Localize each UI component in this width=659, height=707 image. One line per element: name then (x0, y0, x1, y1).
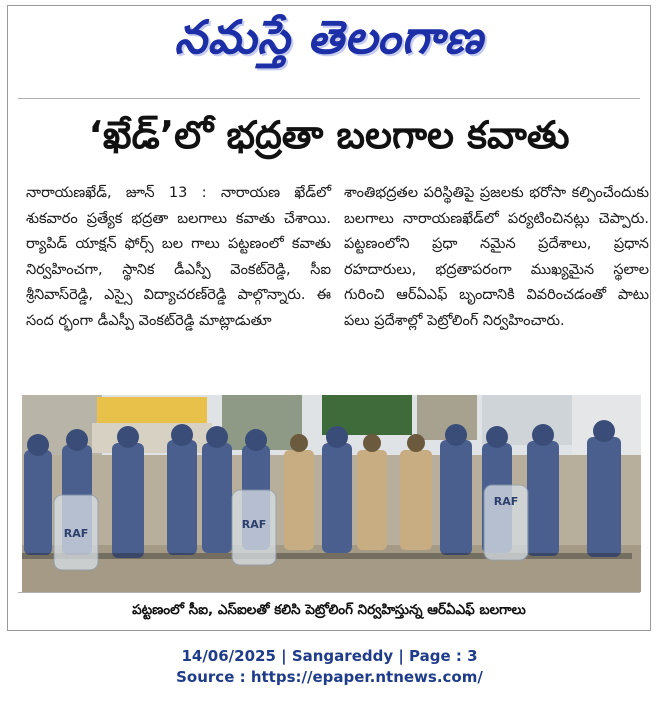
shield-label: RAF (493, 495, 519, 508)
newspaper-clipping (7, 5, 651, 631)
newspaper-masthead (8, 8, 650, 78)
shield-label: RAF (63, 527, 89, 540)
article-column-left: నారాయణఖేడ్, జూన్ 13 : నారాయణ ఖేడ్‌లో శుకవారం ప్రత్యేక భద్రతా బలగాలు కవాతు చేశాయి. ర్యాపిడ్ యాక్షన్ ఫోర్స్ బల గాలు పట్టణంలో కవాతు నిర్వహించగా, స్థానిక డీఎస్పీ వెంకట్‌రెడ్డి, సీఐ శ్రీనివాస్‌రెడ్డి, ఎస్సై విద్యాచరణ్‌రెడ్డి పాల్గొన్నారు. ఈ సంద ర్భంగా డీఎస్పీ వెంకట్‌రెడ్డి మాట్లాడుతూ (26, 185, 331, 329)
masthead-title: నమస్తే తెలంగాణ (174, 10, 484, 64)
article-column-right: శాంతిభద్రతల పరిస్థితిపై ప్రజలకు భరోసా కల్పించేందుకు బలగాలు నారాయణఖేడ్‌లో పర్యటించినట్లు చెప్పారు. పట్టణంలోని ప్రధా నమైన ప్రదేశాలు, ప్రధాన రహదారులు, భద్రతాపరంగా ముఖ్యమైన స్థలాల గురించి ఆర్‌ఏఎఫ్ బృందానికి వివరించడంతో పాటు పలు ప్రదేశాల్లో పెట్రోలింగ్ నిర్వహించారు. (344, 185, 649, 329)
divider (18, 98, 640, 99)
shield-label: RAF (241, 518, 267, 531)
article-headline (8, 110, 650, 170)
photo-illustration (22, 395, 641, 592)
divider (18, 592, 640, 593)
news-photo (22, 395, 641, 592)
headline-text: ‘ఖేడ్’లో భద్రతా బలగాల కవాతు (88, 113, 570, 157)
source-link[interactable]: Source : https://epaper.ntnews.com/ (176, 668, 483, 686)
photo-caption: పట్టణంలో సీఐ, ఎస్‌ఐలతో కలిసి పెట్రోలింగ్ నిర్వహిస్తున్న ఆర్‌ఏఎఫ్ బలగాలు (132, 601, 526, 618)
publication-info: 14/06/2025 | Sangareddy | Page : 3 (181, 647, 478, 665)
